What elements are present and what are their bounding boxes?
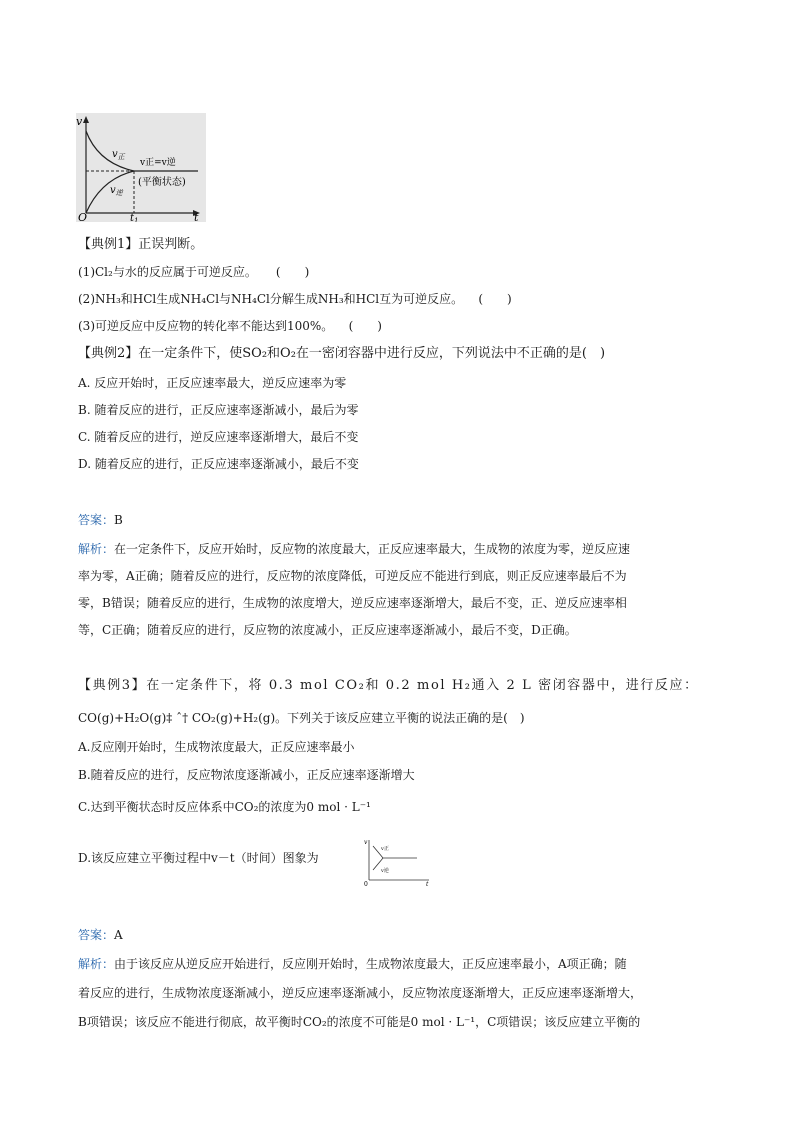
y-axis-arrow xyxy=(83,116,89,123)
equilibrium-rate-label: v正=v逆 xyxy=(140,158,176,168)
example3-option-c: C.达到平衡状态时反应体系中CO₂的浓度为0 mol · L⁻¹ xyxy=(78,800,371,814)
example3-analysis-line3: B项错误；该反应不能进行彻底，故平衡时CO₂的浓度不可能是0 mol · L⁻¹，C项错误；该反应建立平衡的 xyxy=(78,1015,641,1029)
example1-q1: (1)Cl₂与水的反应属于可逆反应。 ( ) xyxy=(78,265,310,279)
example2-option-a: A. 反应开始时，正反应速率最大，逆反应速率为零 xyxy=(78,376,347,390)
d-y-label: v xyxy=(364,839,368,846)
option-d-graph xyxy=(363,836,433,886)
example3-option-b: B.随着反应的进行，反应物浓度逐渐减小，正反应速率逐渐增大 xyxy=(78,768,415,782)
example3-stem-line2: CO(g)+H₂O(g)‡ ˆ† CO₂(g)+H₂(g)。下列关于该反应建立平衡的说法正确的是( ) xyxy=(78,711,525,725)
example2-analysis-line4: 等，C正确；随着反应的进行，反应物的浓度减小，正反应速率逐渐减小，最后不变，D正确。 xyxy=(78,623,577,637)
equilibrium-state-label: (平衡状态) xyxy=(138,177,186,188)
example2-analysis-line1: 解析：在一定条件下，反应开始时，反应物的浓度最大，正反应速率最大，生成物的浓度为零，逆反应速 xyxy=(78,542,631,556)
vt-graph-svg xyxy=(76,113,206,222)
v-forward-label: $v_正$ xyxy=(112,149,125,161)
option-d-graph-svg xyxy=(363,836,433,886)
example3-answer: 答案：A xyxy=(78,928,123,942)
example3-analysis-line1: 解析：由于该反应从逆反应开始进行，反应刚开始时，生成物浓度最大，正反应速率最小，A项正确；随 xyxy=(78,957,627,971)
example1-q2: (2)NH₃和HCl生成NH₄Cl与NH₄Cl分解生成NH₃和HCl互为可逆反应。 ( ) xyxy=(78,292,512,306)
example2-stem: 【典例2】在一定条件下，使SO₂和O₂在一密闭容器中进行反应，下列说法中不正确的是( ) xyxy=(78,346,606,361)
vt-graph-figure xyxy=(76,113,206,222)
example2-analysis-line3: 零，B错误；随着反应的进行，生成物的浓度增大，逆反应速率逐渐增大，最后不变，正、逆反应速率相 xyxy=(78,596,627,610)
example2-answer: 答案：B xyxy=(78,513,123,527)
example2-analysis-line2: 率为零，A正确；随着反应的进行，反应物的浓度降低，可逆反应不能进行到底，则正反应速率最后不为 xyxy=(78,569,627,583)
example3-analysis-line2: 着反应的进行，生成物浓度逐渐减小，逆反应速率逐渐减小，反应物浓度逐渐增大，正反应速率逐渐增大， xyxy=(78,986,643,1000)
example2-option-d: D. 随着反应的进行，正反应速率逐渐减小，最后不变 xyxy=(78,457,359,471)
origin-label: O xyxy=(78,211,88,222)
forward-rate-curve xyxy=(86,131,134,171)
d-vn-label: v逆 xyxy=(381,868,389,874)
d-origin-label: 0 xyxy=(364,881,368,886)
example2-option-c: C. 随着反应的进行，逆反应速率逐渐增大，最后不变 xyxy=(78,430,359,444)
example3-option-d: D.该反应建立平衡过程中v－t（时间）图象为 xyxy=(78,851,319,865)
example1-q3: (3)可逆反应中反应物的转化率不能达到100%。 ( ) xyxy=(78,319,382,333)
y-axis-label: v xyxy=(76,115,83,128)
example3-option-a: A.反应刚开始时，生成物浓度最大，正反应速率最小 xyxy=(78,740,355,754)
example2-option-b: B. 随着反应的进行，正反应速率逐渐减小，最后为零 xyxy=(78,403,359,417)
x-axis-label: t xyxy=(194,211,199,222)
v-reverse-label: $v_逆$ xyxy=(110,185,123,197)
example3-stem-line1: 【典例3】在一定条件下，将 0.3 mol CO₂和 0.2 mol H₂通入 2 L 密闭容器中，进行反应： xyxy=(78,678,699,693)
example1-heading: 【典例1】正误判断。 xyxy=(78,237,204,252)
d-vz-label: v正 xyxy=(381,846,389,852)
t1-label: $t_1$ xyxy=(130,213,139,222)
d-x-label: t xyxy=(426,881,429,886)
